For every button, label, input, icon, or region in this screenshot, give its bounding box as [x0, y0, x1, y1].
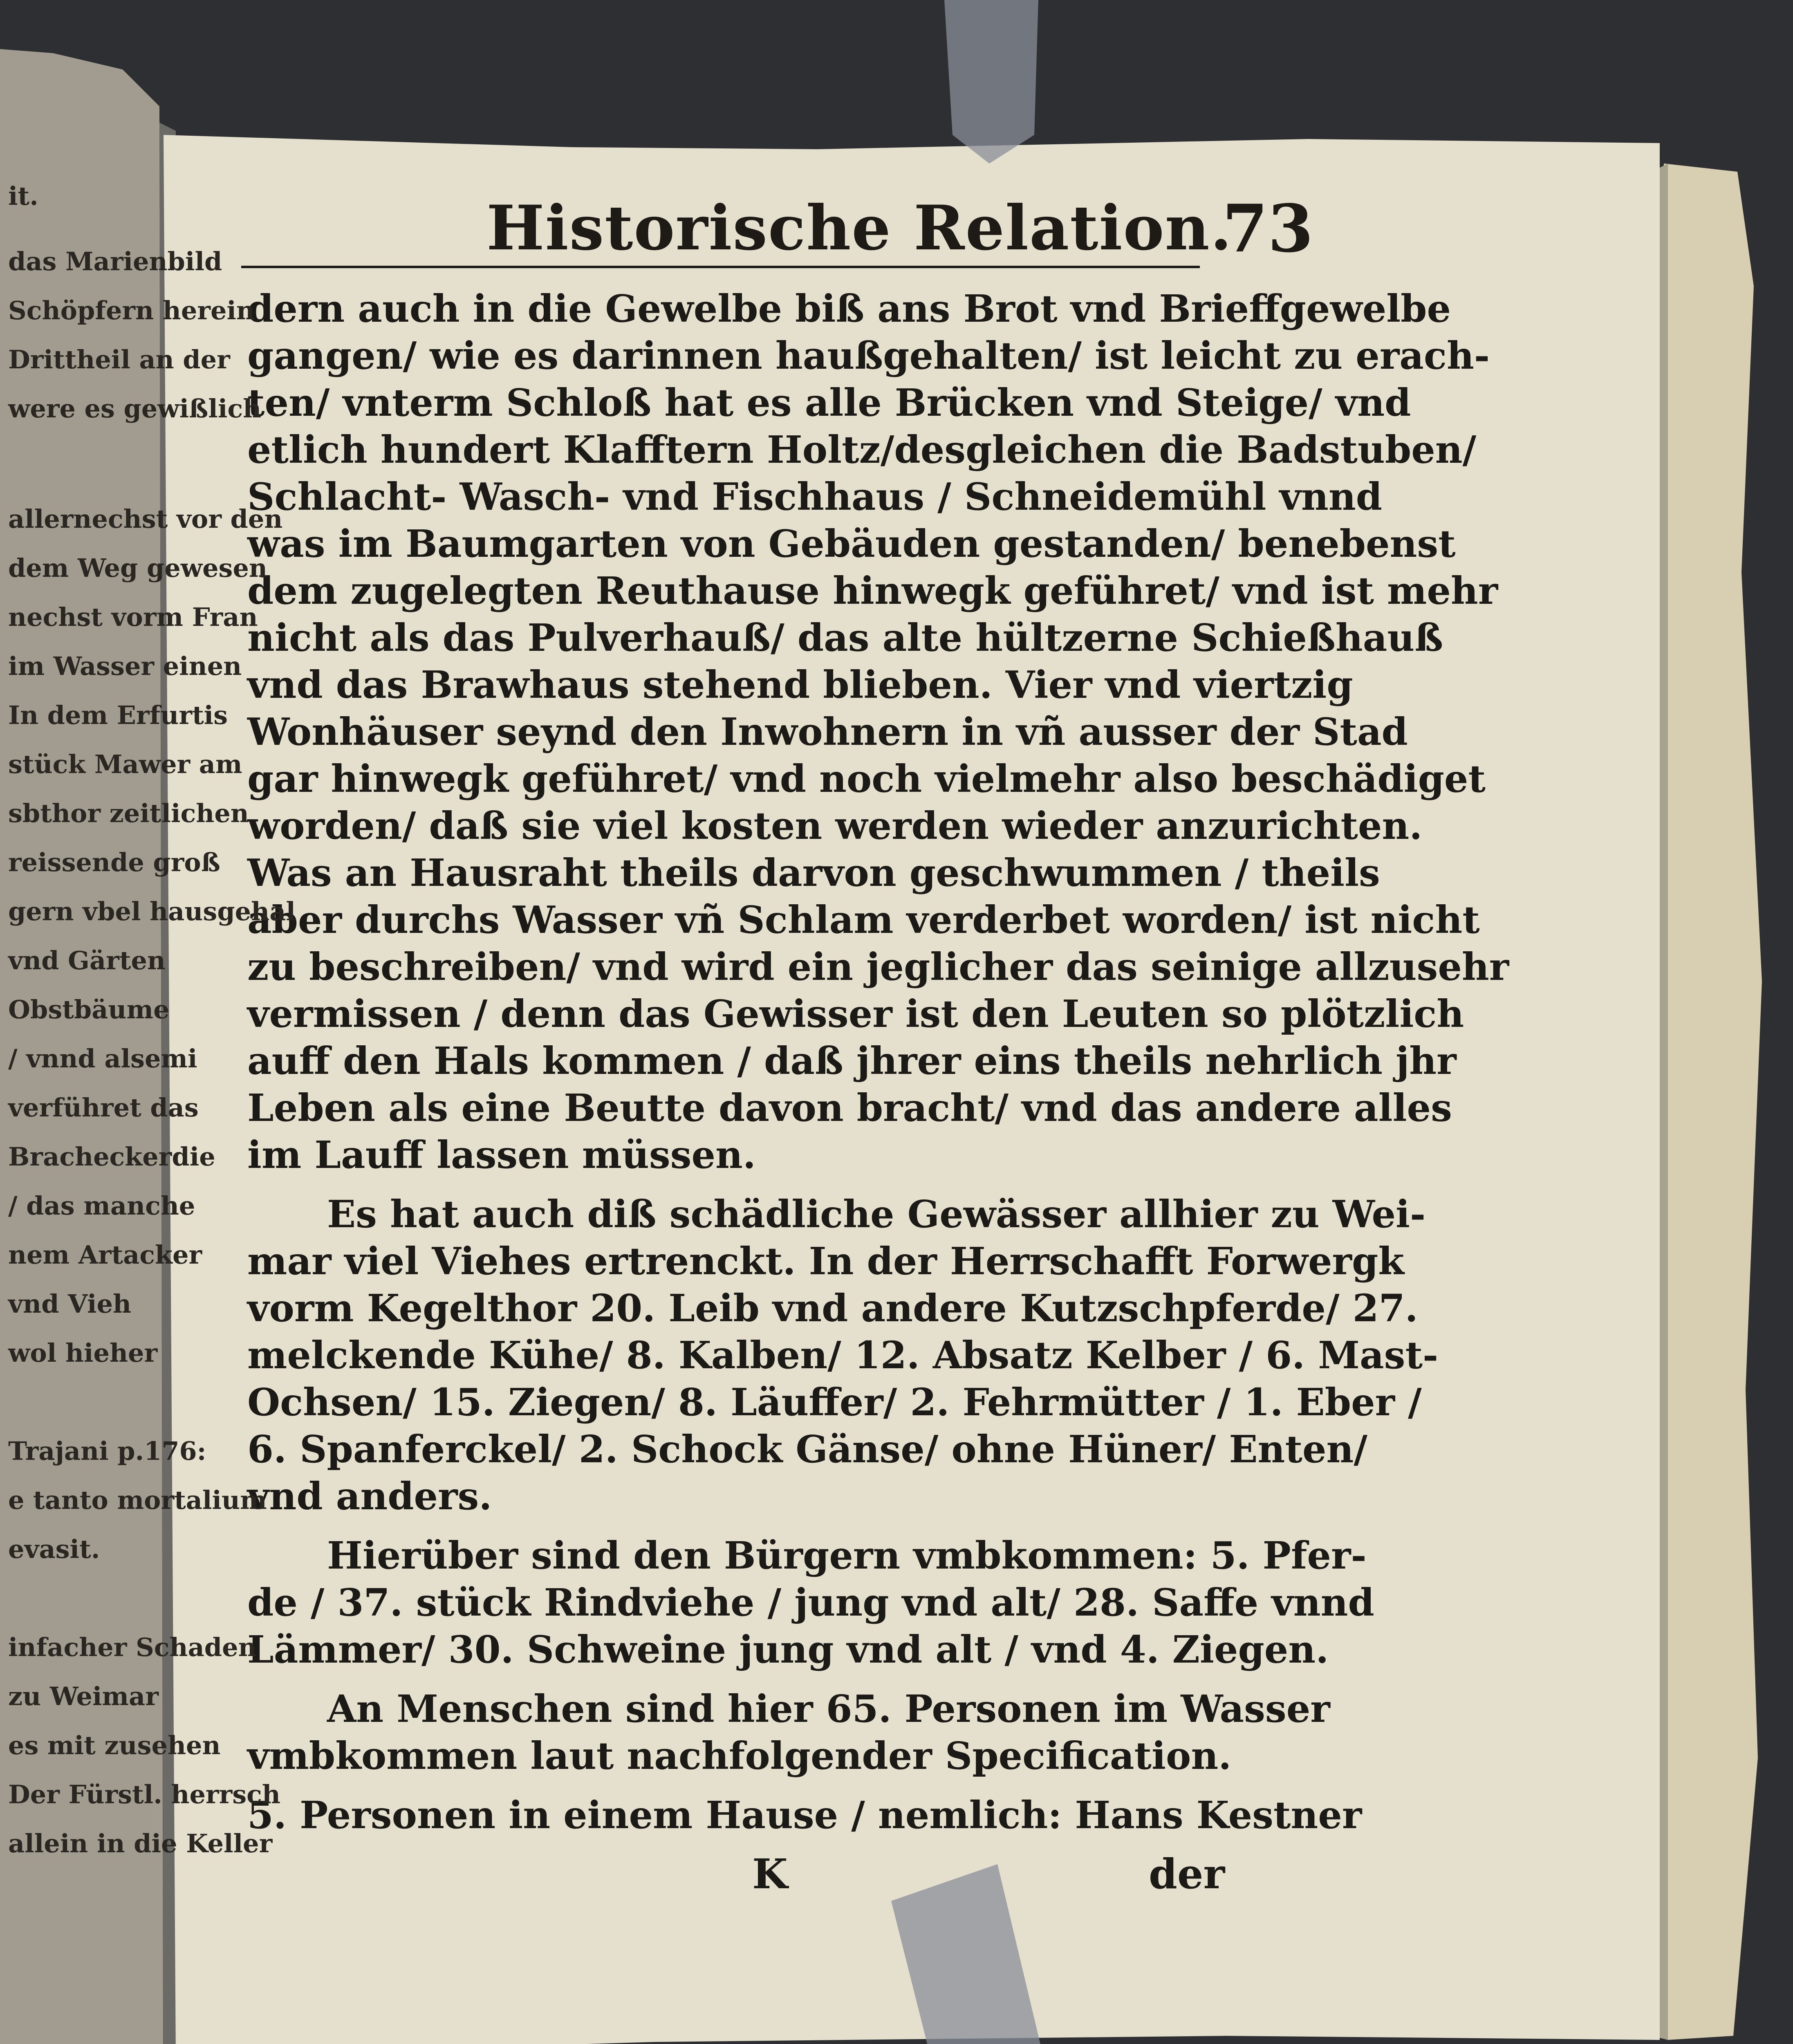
- left-page-fragment: / das manche: [8, 1191, 195, 1221]
- body-line-indented: Hierüber sind den Bürgern vmbkommen: 5. Pfer-: [327, 1533, 1367, 1578]
- left-page-fragment: allernechst vor den: [8, 504, 283, 534]
- body-line: zu beschreiben/ vnd wird ein jeglicher das seinige allzusehr: [247, 945, 1509, 989]
- left-page-fragment: nechst vorm Fran: [8, 602, 258, 632]
- body-line: etlich hundert Klafftern Holtz/desgleichen die Badstuben/: [247, 428, 1477, 472]
- left-page-fragment: Obstbäume: [8, 995, 170, 1024]
- body-line: gangen/ wie es darinnen haußgehalten/ ist leicht zu erach-: [247, 334, 1490, 378]
- body-line: 6. Spanferckel/ 2. Schock Gänse/ ohne Hüner/ Enten/: [247, 1427, 1367, 1471]
- catchword: der: [1149, 1850, 1225, 1898]
- left-page-fragment: it.: [8, 181, 38, 211]
- left-page-fragment: im Wasser einen: [8, 651, 242, 681]
- left-page-fragment: Bracheckerdie: [8, 1142, 215, 1172]
- body-line: Leben als eine Beutte davon bracht/ vnd das andere alles: [247, 1086, 1452, 1130]
- left-page-fragment: stück Mawer am: [8, 749, 242, 779]
- body-line: 5. Personen in einem Hause / nemlich: Hans Kestner: [247, 1793, 1362, 1837]
- left-page-fragment: Schöpfern herein: [8, 296, 255, 325]
- left-page-fragment: evasit.: [8, 1534, 100, 1564]
- body-line: gar hinwegk geführet/ vnd noch vielmehr also beschädiget: [247, 757, 1486, 801]
- body-line: mar viel Viehes ertrenckt. In der Herrschafft Forwergk: [247, 1239, 1405, 1283]
- left-page-fragment: nem Artacker: [8, 1240, 202, 1270]
- body-line: Lämmer/ 30. Schweine jung vnd alt / vnd 4. Ziegen.: [247, 1627, 1329, 1672]
- left-page-fragment: verführet das: [8, 1093, 199, 1123]
- body-line: aber durchs Wasser vñ Schlam verderbet worden/ ist nicht: [247, 898, 1480, 942]
- left-page-fragment: infacher Schaden: [8, 1632, 257, 1662]
- running-header-title: Historische Relation.: [486, 192, 1233, 264]
- body-line: vnd das Brawhaus stehend blieben. Vier vnd viertzig: [247, 663, 1353, 707]
- body-line: nicht als das Pulverhauß/ das alte hültzerne Schießhauß: [247, 616, 1443, 660]
- body-line: Was an Hausraht theils darvon geschwummen / theils: [247, 851, 1380, 895]
- page-number: 73: [1222, 190, 1313, 267]
- body-line: auff den Hals kommen / daß jhrer eins theils nehrlich jhr: [247, 1039, 1457, 1083]
- left-page-fragment: e tanto mortalium: [8, 1485, 267, 1515]
- signature-mark: K: [752, 1850, 788, 1898]
- body-line: im Lauff lassen müssen.: [247, 1133, 756, 1177]
- left-page-fragment: dem Weg gewesen: [8, 553, 267, 583]
- left-page-fragment: Drittheil an der: [8, 345, 230, 374]
- left-page-fragment: were es gewißlich: [8, 394, 262, 424]
- body-line: dem zugelegten Reuthause hinwegk geführet/ vnd ist mehr: [247, 569, 1498, 613]
- body-line: vermissen / denn das Gewisser ist den Leuten so plötzlich: [247, 992, 1464, 1036]
- left-page-fragment: zu Weimar: [8, 1681, 159, 1711]
- body-line-indented: An Menschen sind hier 65. Personen im Wasser: [327, 1687, 1330, 1731]
- body-line-indented: Es hat auch diß schädliche Gewässer allhier zu Wei-: [327, 1192, 1426, 1236]
- left-page-fragment: allein in die Keller: [8, 1829, 273, 1858]
- body-line: melckende Kühe/ 8. Kalben/ 12. Absatz Kelber / 6. Mast-: [247, 1333, 1439, 1377]
- body-line: vnd anders.: [247, 1474, 492, 1518]
- body-line: vorm Kegelthor 20. Leib vnd andere Kutzschpferde/ 27.: [247, 1286, 1418, 1330]
- left-page-fragment: vnd Vieh: [8, 1289, 132, 1319]
- left-page-fragment: gern vbel hausgehal: [8, 896, 296, 926]
- left-page-fragment: das Marienbild: [8, 247, 222, 276]
- body-line: Schlacht- Wasch- vnd Fischhaus / Schneidemühl vnnd: [247, 475, 1383, 519]
- body-line: ten/ vnterm Schloß hat es alle Brücken vnd Steige/ vnd: [247, 381, 1411, 425]
- left-page-fragment: wol hieher: [8, 1338, 158, 1368]
- body-line: dern auch in die Gewelbe biß ans Brot vnd Brieffgewelbe: [247, 287, 1451, 331]
- body-line: Ochsen/ 15. Ziegen/ 8. Läuffer/ 2. Fehrmütter / 1. Eber /: [247, 1380, 1422, 1424]
- left-page-fragment: sbthor zeitlichen: [8, 798, 249, 828]
- body-line: worden/ daß sie viel kosten werden wieder anzurichten.: [247, 804, 1423, 848]
- body-line: de / 37. stück Rindviehe / jung vnd alt/ 28. Saffe vnnd: [247, 1580, 1374, 1625]
- left-page-fragment: reissende groß: [8, 847, 220, 877]
- left-page-fragment: In dem Erfurtis: [8, 700, 228, 730]
- left-page-fragment: / vnnd alsemi: [8, 1044, 197, 1074]
- left-page-fragment: Trajani p.176:: [8, 1436, 206, 1466]
- body-line: was im Baumgarten von Gebäuden gestanden/ benebenst: [247, 522, 1456, 566]
- body-line: vmbkommen laut nachfolgender Specification.: [247, 1734, 1232, 1778]
- body-line: Wonhäuser seynd den Inwohnern in vñ ausser der Stad: [247, 710, 1408, 754]
- left-page-fragment: Der Fürstl. herrsch: [8, 1780, 280, 1809]
- left-page-fragment: vnd Gärten: [8, 946, 166, 975]
- left-page-fragment: es mit zusehen: [8, 1730, 221, 1760]
